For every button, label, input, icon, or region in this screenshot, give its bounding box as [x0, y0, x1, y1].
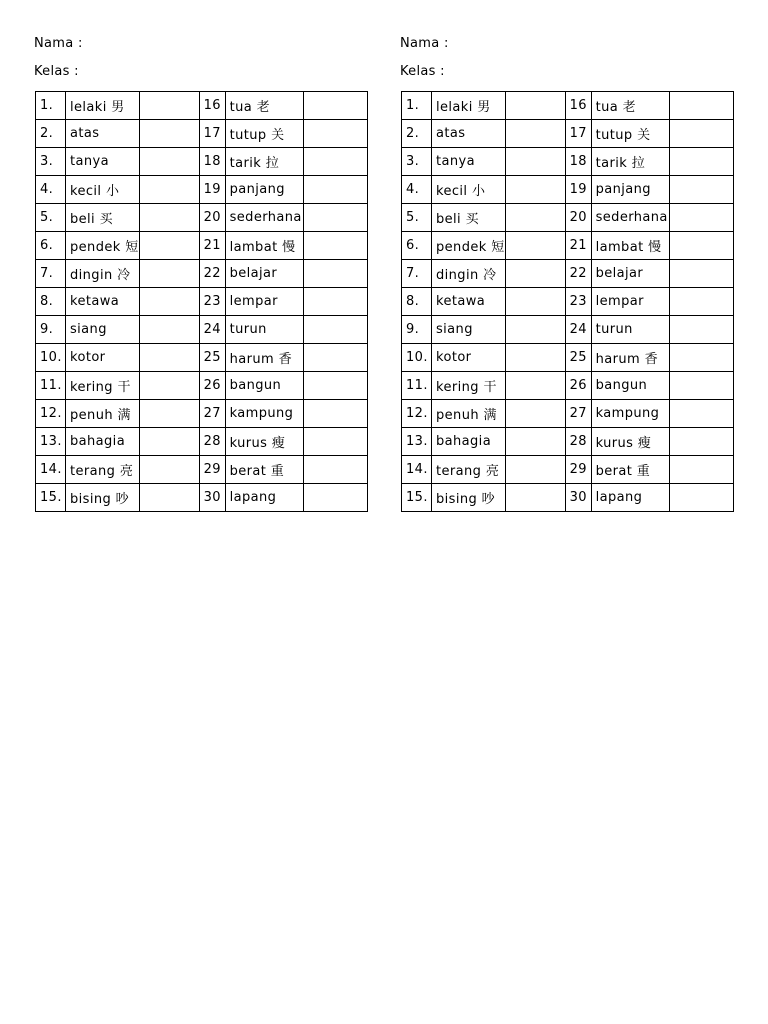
answer-blank[interactable]	[505, 372, 565, 400]
word-cell: belajar	[225, 260, 303, 288]
answer-blank[interactable]	[669, 344, 733, 372]
item-number: 29	[565, 456, 591, 484]
answer-blank[interactable]	[669, 456, 733, 484]
answer-blank[interactable]	[139, 456, 199, 484]
word-cell: panjang	[591, 176, 669, 204]
item-number: 7.	[402, 260, 432, 288]
table-row	[402, 372, 734, 400]
table-row	[36, 288, 368, 316]
answer-blank[interactable]	[139, 204, 199, 232]
word-cell: berat 重	[591, 456, 669, 484]
item-number: 5.	[36, 204, 66, 232]
word-cell: pendek 短	[432, 232, 506, 260]
item-number: 17	[199, 120, 225, 148]
table-row	[402, 204, 734, 232]
item-number: 29	[199, 456, 225, 484]
item-number: 12.	[36, 400, 66, 428]
item-number: 3.	[36, 148, 66, 176]
table-row	[402, 176, 734, 204]
answer-blank[interactable]	[303, 372, 367, 400]
item-number: 5.	[402, 204, 432, 232]
answer-blank[interactable]	[303, 232, 367, 260]
answer-blank[interactable]	[303, 456, 367, 484]
word-cell: lambat 慢	[591, 232, 669, 260]
word-cell: lapang	[591, 484, 669, 512]
word-cell: tua 老	[591, 92, 669, 120]
table-row	[36, 148, 368, 176]
item-number: 4.	[402, 176, 432, 204]
item-number: 16	[199, 92, 225, 120]
answer-blank[interactable]	[669, 204, 733, 232]
vocabulary-table	[401, 91, 734, 512]
name-label: Nama :	[34, 36, 83, 51]
table-row	[402, 484, 734, 512]
item-number: 9.	[36, 316, 66, 344]
answer-blank[interactable]	[303, 316, 367, 344]
answer-blank[interactable]	[505, 260, 565, 288]
answer-blank[interactable]	[505, 344, 565, 372]
item-number: 24	[565, 316, 591, 344]
word-cell: sederhana	[591, 204, 669, 232]
answer-blank[interactable]	[669, 428, 733, 456]
item-number: 23	[565, 288, 591, 316]
item-number: 19	[199, 176, 225, 204]
answer-blank[interactable]	[505, 92, 565, 120]
answer-blank[interactable]	[303, 204, 367, 232]
item-number: 13.	[402, 428, 432, 456]
answer-blank[interactable]	[505, 456, 565, 484]
word-cell: belajar	[591, 260, 669, 288]
word-cell: tanya	[432, 148, 506, 176]
answer-blank[interactable]	[669, 232, 733, 260]
item-number: 3.	[402, 148, 432, 176]
item-number: 9.	[402, 316, 432, 344]
answer-blank[interactable]	[505, 316, 565, 344]
item-number: 12.	[402, 400, 432, 428]
word-cell: penuh 满	[432, 400, 506, 428]
item-number: 20	[565, 204, 591, 232]
item-number: 14.	[402, 456, 432, 484]
word-cell: kotor	[66, 344, 140, 372]
table-row	[36, 316, 368, 344]
word-cell: beli 买	[432, 204, 506, 232]
answer-blank[interactable]	[505, 120, 565, 148]
answer-blank[interactable]	[505, 232, 565, 260]
item-number: 19	[565, 176, 591, 204]
name-label: Nama :	[400, 36, 449, 51]
word-cell: dingin 冷	[432, 260, 506, 288]
answer-blank[interactable]	[505, 400, 565, 428]
word-cell: bahagia	[66, 428, 140, 456]
word-cell: kampung	[225, 400, 303, 428]
table-row	[36, 456, 368, 484]
word-cell: bangun	[225, 372, 303, 400]
class-label: Kelas :	[34, 64, 79, 79]
item-number: 18	[199, 148, 225, 176]
item-number: 1.	[402, 92, 432, 120]
item-number: 22	[565, 260, 591, 288]
item-number: 8.	[402, 288, 432, 316]
word-cell: lapang	[225, 484, 303, 512]
answer-blank[interactable]	[303, 148, 367, 176]
word-cell: harum 香	[591, 344, 669, 372]
answer-blank[interactable]	[505, 428, 565, 456]
item-number: 30	[565, 484, 591, 512]
word-cell: atas	[432, 120, 506, 148]
word-cell: kecil 小	[432, 176, 506, 204]
word-cell: ketawa	[432, 288, 506, 316]
word-cell: harum 香	[225, 344, 303, 372]
item-number: 8.	[36, 288, 66, 316]
item-number: 14.	[36, 456, 66, 484]
word-cell: tutup 关	[591, 120, 669, 148]
word-cell: sederhana	[225, 204, 303, 232]
item-number: 27	[565, 400, 591, 428]
answer-blank[interactable]	[139, 372, 199, 400]
word-cell: kecil 小	[66, 176, 140, 204]
table-row	[36, 260, 368, 288]
table-row	[402, 260, 734, 288]
item-number: 10.	[402, 344, 432, 372]
item-number: 16	[565, 92, 591, 120]
word-cell: atas	[66, 120, 140, 148]
item-number: 23	[199, 288, 225, 316]
answer-blank[interactable]	[669, 400, 733, 428]
word-cell: kurus 瘦	[225, 428, 303, 456]
word-cell: berat 重	[225, 456, 303, 484]
word-cell: tutup 关	[225, 120, 303, 148]
answer-blank[interactable]	[139, 428, 199, 456]
answer-blank[interactable]	[669, 484, 733, 512]
item-number: 17	[565, 120, 591, 148]
answer-blank[interactable]	[139, 232, 199, 260]
item-number: 26	[199, 372, 225, 400]
item-number: 15.	[36, 484, 66, 512]
word-cell: lelaki 男	[66, 92, 140, 120]
table-row	[402, 400, 734, 428]
item-number: 28	[565, 428, 591, 456]
answer-blank[interactable]	[139, 400, 199, 428]
word-cell: lempar	[225, 288, 303, 316]
table-row	[36, 176, 368, 204]
word-cell: bising 吵	[66, 484, 140, 512]
item-number: 2.	[36, 120, 66, 148]
item-number: 13.	[36, 428, 66, 456]
table-row	[36, 400, 368, 428]
item-number: 25	[565, 344, 591, 372]
item-number: 21	[199, 232, 225, 260]
word-cell: penuh 满	[66, 400, 140, 428]
word-cell: bising 吵	[432, 484, 506, 512]
item-number: 18	[565, 148, 591, 176]
answer-blank[interactable]	[139, 484, 199, 512]
answer-blank[interactable]	[139, 316, 199, 344]
word-cell: bangun	[591, 372, 669, 400]
class-label: Kelas :	[400, 64, 445, 79]
answer-blank[interactable]	[139, 176, 199, 204]
table-row	[402, 456, 734, 484]
table-row	[36, 484, 368, 512]
word-cell: pendek 短	[66, 232, 140, 260]
answer-blank[interactable]	[669, 316, 733, 344]
answer-blank[interactable]	[139, 120, 199, 148]
word-cell: kering 干	[66, 372, 140, 400]
word-cell: tua 老	[225, 92, 303, 120]
table-row	[402, 428, 734, 456]
answer-blank[interactable]	[139, 148, 199, 176]
word-cell: panjang	[225, 176, 303, 204]
word-cell: tarik 拉	[591, 148, 669, 176]
word-cell: lelaki 男	[432, 92, 506, 120]
answer-blank[interactable]	[669, 176, 733, 204]
item-number: 11.	[402, 372, 432, 400]
word-cell: dingin 冷	[66, 260, 140, 288]
table-row	[36, 232, 368, 260]
vocabulary-table	[35, 91, 368, 512]
answer-blank[interactable]	[303, 484, 367, 512]
answer-blank[interactable]	[505, 204, 565, 232]
answer-blank[interactable]	[505, 176, 565, 204]
answer-blank[interactable]	[303, 260, 367, 288]
table-row	[36, 428, 368, 456]
item-number: 6.	[36, 232, 66, 260]
table-row	[36, 120, 368, 148]
answer-blank[interactable]	[303, 120, 367, 148]
answer-blank[interactable]	[669, 92, 733, 120]
answer-blank[interactable]	[303, 92, 367, 120]
item-number: 26	[565, 372, 591, 400]
answer-blank[interactable]	[669, 372, 733, 400]
word-cell: terang 亮	[432, 456, 506, 484]
item-number: 6.	[402, 232, 432, 260]
table-row	[402, 344, 734, 372]
word-cell: terang 亮	[66, 456, 140, 484]
item-number: 4.	[36, 176, 66, 204]
item-number: 30	[199, 484, 225, 512]
word-cell: beli 买	[66, 204, 140, 232]
item-number: 25	[199, 344, 225, 372]
word-cell: tanya	[66, 148, 140, 176]
word-cell: siang	[66, 316, 140, 344]
item-number: 2.	[402, 120, 432, 148]
answer-blank[interactable]	[669, 148, 733, 176]
item-number: 10.	[36, 344, 66, 372]
word-cell: kotor	[432, 344, 506, 372]
answer-blank[interactable]	[505, 484, 565, 512]
table-row	[36, 372, 368, 400]
answer-blank[interactable]	[505, 148, 565, 176]
item-number: 22	[199, 260, 225, 288]
table-row	[402, 288, 734, 316]
word-cell: ketawa	[66, 288, 140, 316]
item-number: 1.	[36, 92, 66, 120]
item-number: 20	[199, 204, 225, 232]
item-number: 21	[565, 232, 591, 260]
word-cell: lambat 慢	[225, 232, 303, 260]
answer-blank[interactable]	[505, 288, 565, 316]
answer-blank[interactable]	[303, 176, 367, 204]
answer-blank[interactable]	[303, 344, 367, 372]
answer-blank[interactable]	[669, 288, 733, 316]
answer-blank[interactable]	[139, 260, 199, 288]
table-row	[36, 92, 368, 120]
answer-blank[interactable]	[139, 288, 199, 316]
table-row	[402, 148, 734, 176]
word-cell: turun	[225, 316, 303, 344]
word-cell: kurus 瘦	[591, 428, 669, 456]
word-cell: siang	[432, 316, 506, 344]
item-number: 24	[199, 316, 225, 344]
word-cell: bahagia	[432, 428, 506, 456]
answer-blank[interactable]	[303, 400, 367, 428]
word-cell: kering 干	[432, 372, 506, 400]
item-number: 7.	[36, 260, 66, 288]
answer-blank[interactable]	[669, 120, 733, 148]
table-row	[402, 316, 734, 344]
item-number: 28	[199, 428, 225, 456]
word-cell: tarik 拉	[225, 148, 303, 176]
answer-blank[interactable]	[139, 344, 199, 372]
table-row	[402, 232, 734, 260]
word-cell: lempar	[591, 288, 669, 316]
table-row	[36, 344, 368, 372]
table-row	[402, 92, 734, 120]
table-row	[36, 204, 368, 232]
item-number: 11.	[36, 372, 66, 400]
item-number: 27	[199, 400, 225, 428]
answer-blank[interactable]	[139, 92, 199, 120]
table-row	[402, 120, 734, 148]
answer-blank[interactable]	[303, 428, 367, 456]
word-cell: kampung	[591, 400, 669, 428]
word-cell: turun	[591, 316, 669, 344]
item-number: 15.	[402, 484, 432, 512]
answer-blank[interactable]	[303, 288, 367, 316]
answer-blank[interactable]	[669, 260, 733, 288]
